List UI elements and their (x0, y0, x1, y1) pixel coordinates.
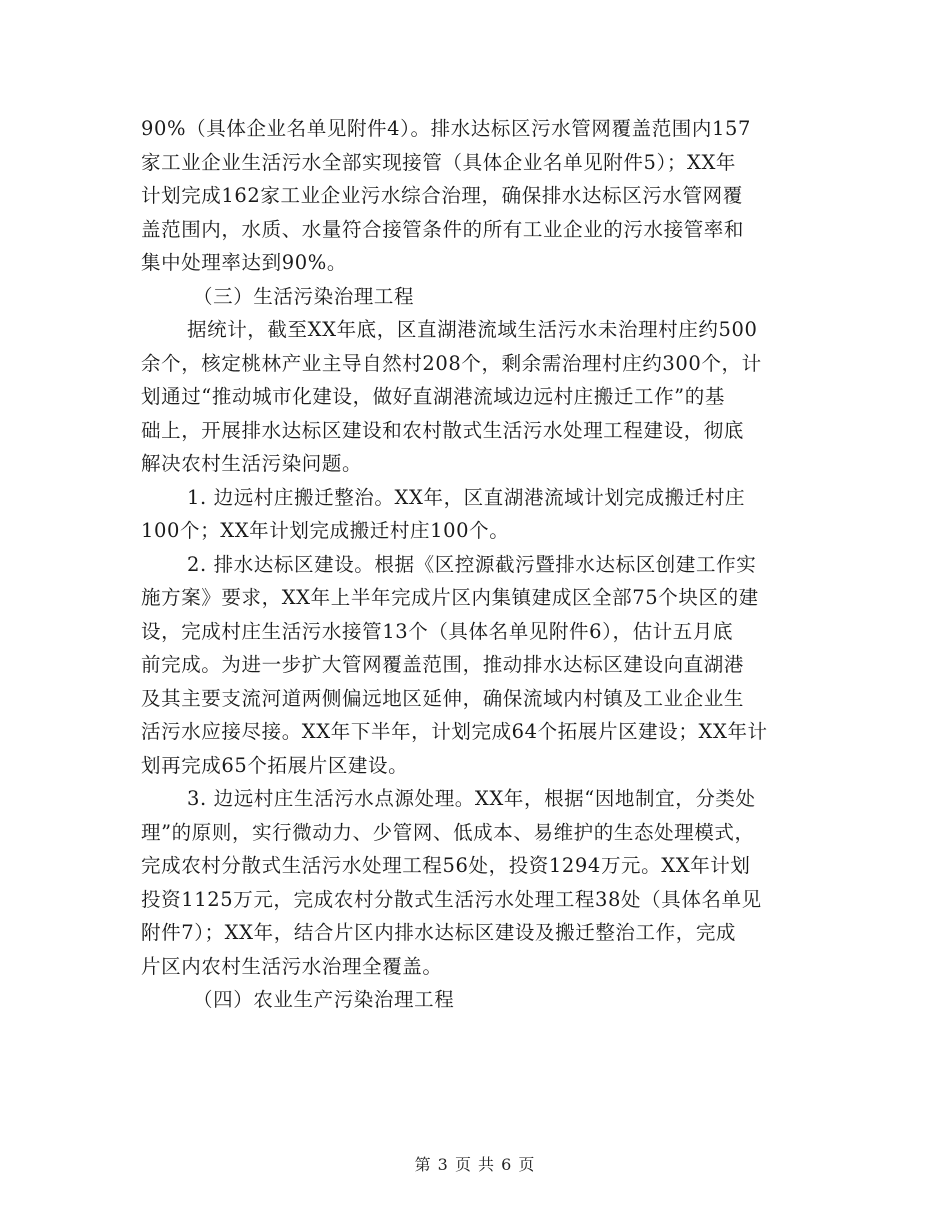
section-heading: （三）生活污染治理工程 (193, 284, 415, 308)
body-line: 计划完成162家工业企业污水综合治理，确保排水达标区污水管网覆 (141, 184, 743, 207)
body-line: 划再完成65个拓展片区建设。 (141, 753, 409, 777)
body-line: 础上，开展排水达标区建设和农村散式生活污水处理工程建设，彻底 (141, 418, 745, 442)
body-line: 前完成。为进一步扩大管网覆盖范围，推动排水达标区建设向直湖港 (141, 653, 745, 676)
body-line: 施方案》要求，XX年上半年完成片区内集镇建成区全部75个块区的建 (141, 586, 759, 609)
body-line: 集中处理率达到90%。 (141, 251, 347, 274)
body-line: 家工业企业生活污水全部实现接管（具体企业名单见附件5）；XX年 (141, 150, 737, 174)
page-number-footer: 第 3 页 共 6 页 (414, 1155, 536, 1174)
section-heading: （四）农业生产污染治理工程 (193, 988, 455, 1011)
paragraph-first-line: 据统计，截至XX年底，区直湖港流域生活污水未治理村庄约500 (187, 318, 758, 341)
body-line: 余个，核定桃林产业主导自然村208个，剩余需治理村庄约300个，计 (141, 351, 762, 375)
body-line: 完成农村分散式生活污水处理工程56处，投资1294万元。XX年计划 (141, 854, 751, 877)
body-line: 解决农村生活污染问题。 (141, 452, 363, 475)
body-line: 盖范围内，水质、水量符合接管条件的所有工业企业的污水接管率和 (141, 217, 745, 241)
document-body (141, 112, 813, 1017)
body-line: 及其主要支流河道两侧偏远地区延伸，确保流域内村镇及工业企业生 (141, 686, 745, 710)
body-line: 活污水应接尽接。XX年下半年，计划完成64个拓展片区建设；XX年计 (141, 720, 768, 743)
body-line: 设，完成村庄生活污水接管13个（具体名单见附件6），估计五月底 (141, 619, 734, 643)
body-line: 附件7）；XX年，结合片区内排水达标区建设及搬迁整治工作，完成 (141, 921, 737, 944)
body-line: 投资1125万元，完成农村分散式生活污水处理工程38处（具体名单见 (141, 887, 762, 911)
list-item-first-line: 3. 边远村庄生活污水点源处理。XX年，根据“因地制宜，分类处 (187, 787, 756, 810)
body-line: 理”的原则，实行微动力、少管网、低成本、易维护的生态处理模式， (141, 820, 755, 844)
list-item-first-line: 2. 排水达标区建设。根据《区控源截污暨排水达标区创建工作实 (187, 552, 757, 576)
body-line: 90%（具体企业名单见附件4）。排水达标区污水管网覆盖范围内157 (141, 117, 752, 140)
body-line: 100个；XX年计划完成搬迁村庄100个。 (141, 519, 510, 542)
list-item-first-line: 1. 边远村庄搬迁整治。XX年，区直湖港流域计划完成搬迁村庄 (187, 485, 746, 509)
body-line: 片区内农村生活污水治理全覆盖。 (141, 954, 443, 978)
body-line: 划通过“推动城市化建设，做好直湖港流域边远村庄搬迁工作”的基 (141, 385, 725, 408)
